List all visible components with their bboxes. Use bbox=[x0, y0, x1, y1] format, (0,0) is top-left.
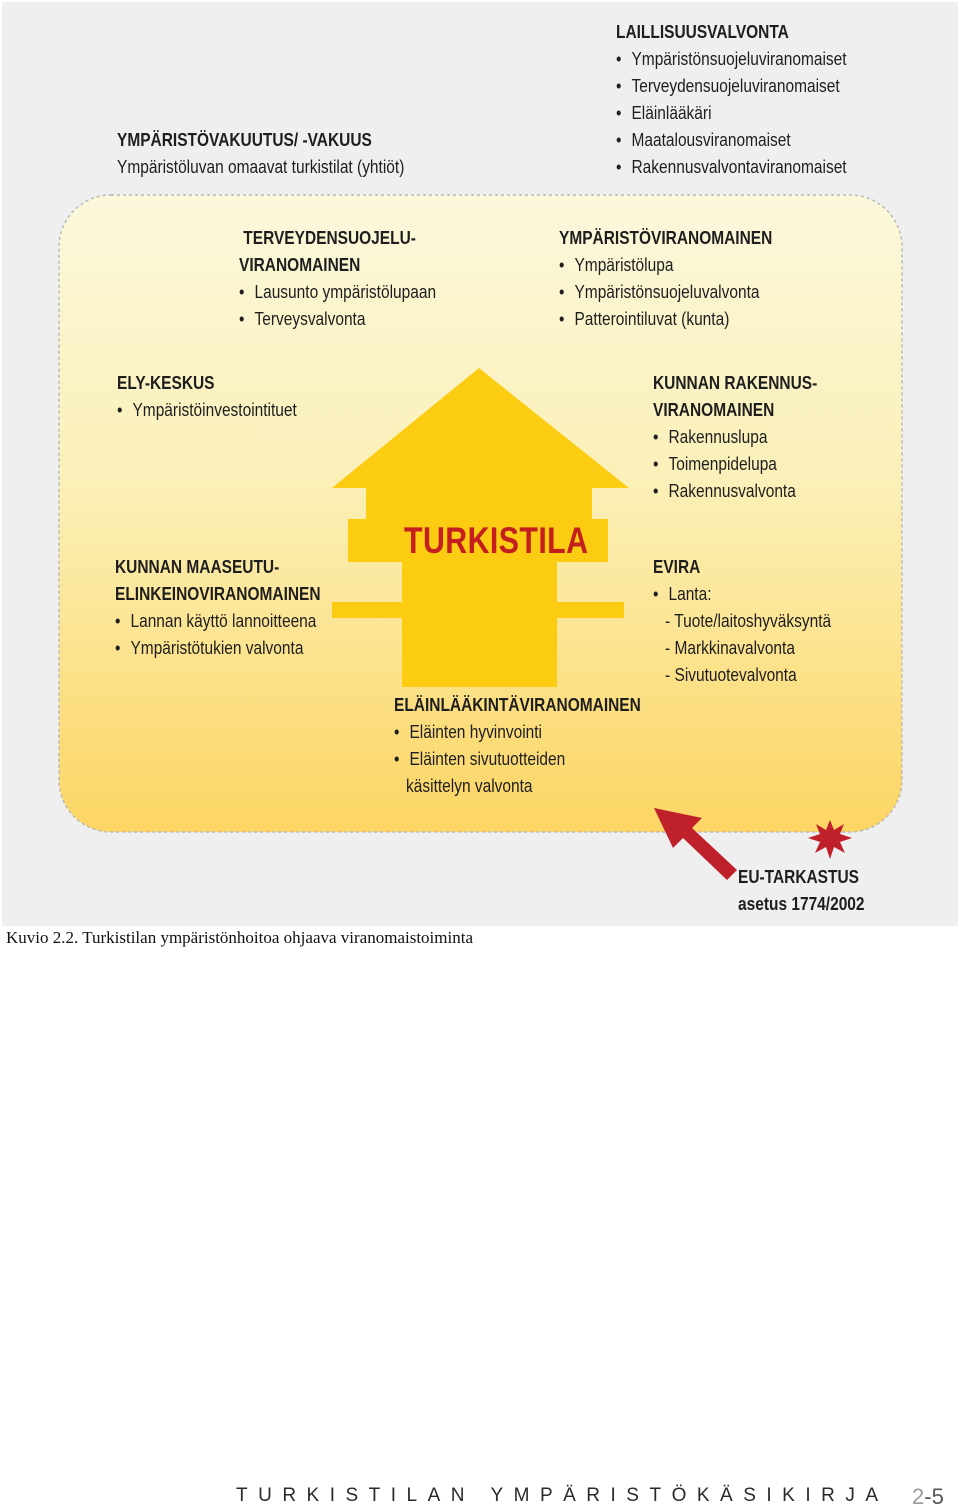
eu-inspection-subtitle: asetus 1774/2002 bbox=[738, 894, 865, 914]
env-authority-title: YMPÄRISTÖVIRANOMAINEN bbox=[559, 228, 773, 248]
list-item: • Rakennusvalvonta bbox=[653, 478, 817, 505]
list-item: • Eläinten hyvinvointi bbox=[394, 719, 641, 746]
chapter-number: 2 bbox=[912, 1484, 925, 1509]
env-insurance-block bbox=[117, 127, 404, 181]
building-authority-block bbox=[653, 370, 817, 505]
eu-inspection-block bbox=[738, 864, 865, 918]
health-authority-block bbox=[239, 225, 436, 333]
building-authority-title-line2: VIRANOMAINEN bbox=[653, 400, 775, 420]
evira-title: EVIRA bbox=[653, 557, 701, 577]
env-authority-block bbox=[559, 225, 772, 333]
env-insurance-subtitle: Ympäristöluvan omaavat turkistilat (yhtiöt) bbox=[117, 157, 405, 177]
list-item: • Terveydensuojeluviranomaiset bbox=[616, 73, 847, 100]
list-item: • Rakennuslupa bbox=[653, 424, 817, 451]
page-number bbox=[912, 1484, 944, 1510]
list-item: • Patterointiluvat (kunta) bbox=[559, 306, 772, 333]
sub-item: - Tuote/laitoshyväksyntä bbox=[665, 611, 832, 631]
sub-item: - Markkinavalvonta bbox=[665, 638, 795, 658]
vet-authority-title: ELÄINLÄÄKINTÄVIRANOMAINEN bbox=[394, 695, 641, 715]
env-insurance-title: YMPÄRISTÖVAKUUTUS/ -VAKUUS bbox=[117, 130, 372, 150]
list-item: • Lausunto ympäristölupaan bbox=[239, 279, 436, 306]
ely-title: ELY-KESKUS bbox=[117, 373, 215, 393]
building-authority-title-line1: KUNNAN RAKENNUS- bbox=[653, 373, 818, 393]
rural-authority-title-line1: KUNNAN MAASEUTU- bbox=[115, 557, 280, 577]
vet-authority-block bbox=[394, 692, 641, 800]
list-item: • Rakennusvalvontaviranomaiset bbox=[616, 154, 847, 181]
figure-caption: Kuvio 2.2. Turkistilan ympäristönhoitoa ohjaava viranomaistoiminta bbox=[6, 928, 473, 947]
list-item: • Ympäristötukien valvonta bbox=[115, 635, 321, 662]
list-item: • Terveysvalvonta bbox=[239, 306, 436, 333]
diagram-figure bbox=[2, 2, 958, 926]
farm-label: TURKISTILA bbox=[404, 520, 589, 561]
ely-block bbox=[117, 370, 297, 424]
list-item: • Eläinten sivutuotteiden bbox=[394, 746, 641, 773]
list-item: • Eläinlääkäri bbox=[616, 100, 847, 127]
rural-authority-block bbox=[115, 554, 321, 662]
law-control-block bbox=[616, 19, 847, 181]
list-item-continuation: käsittelyn valvonta bbox=[406, 776, 533, 796]
evira-block bbox=[653, 554, 831, 689]
eu-inspection-title: EU-TARKASTUS bbox=[738, 867, 859, 887]
rural-authority-title-line2: ELINKEINOVIRANOMAINEN bbox=[115, 584, 321, 604]
list-item: • Ympäristönsuojeluvalvonta bbox=[559, 279, 772, 306]
list-item: • Lanta: bbox=[653, 581, 831, 608]
page-suffix: -5 bbox=[924, 1484, 944, 1509]
health-authority-title-line2: VIRANOMAINEN bbox=[239, 255, 361, 275]
sub-item: - Sivutuotevalvonta bbox=[665, 665, 797, 685]
list-item: • Ympäristölupa bbox=[559, 252, 772, 279]
law-control-title: LAILLISUUSVALVONTA bbox=[616, 22, 789, 42]
footer-book-title: TURKISTILAN YMPÄRISTÖKÄSIKIRJA bbox=[236, 1485, 889, 1506]
list-item: • Ympäristöinvestointituet bbox=[117, 397, 297, 424]
list-item: • Toimenpidelupa bbox=[653, 451, 817, 478]
list-item: • Lannan käyttö lannoitteena bbox=[115, 608, 321, 635]
list-item: • Maatalousviranomaiset bbox=[616, 127, 847, 154]
health-authority-title-line1: TERVEYDENSUOJELU- bbox=[243, 228, 416, 248]
list-item: • Ympäristönsuojeluviranomaiset bbox=[616, 46, 847, 73]
